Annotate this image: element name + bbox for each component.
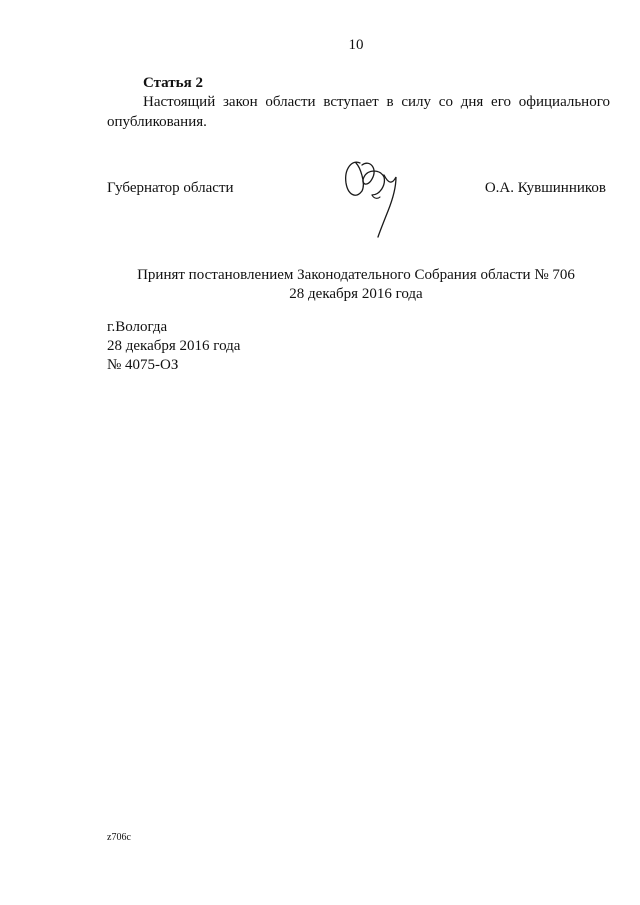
article-title: Статья 2 xyxy=(143,75,203,91)
law-number: № 4075-ОЗ xyxy=(107,357,179,373)
adoption-statement: Принят постановлением Законодательного Собрания области № 706 xyxy=(137,267,575,283)
place-of-signing: г.Вологда xyxy=(107,319,168,335)
handwritten-signature xyxy=(338,155,404,240)
article-text-line-1: Настоящий закон области вступает в силу со дня его официального xyxy=(143,94,610,110)
article-text-line-2: опубликования. xyxy=(107,114,207,130)
adoption-date: 28 декабря 2016 года xyxy=(289,286,423,302)
governor-name: О.А. Кувшинников xyxy=(484,180,606,196)
governor-title: Губернатор области xyxy=(107,180,234,196)
document-code: z706c xyxy=(107,832,131,843)
signing-date: 28 декабря 2016 года xyxy=(107,338,241,354)
page-number: 10 xyxy=(348,37,364,53)
